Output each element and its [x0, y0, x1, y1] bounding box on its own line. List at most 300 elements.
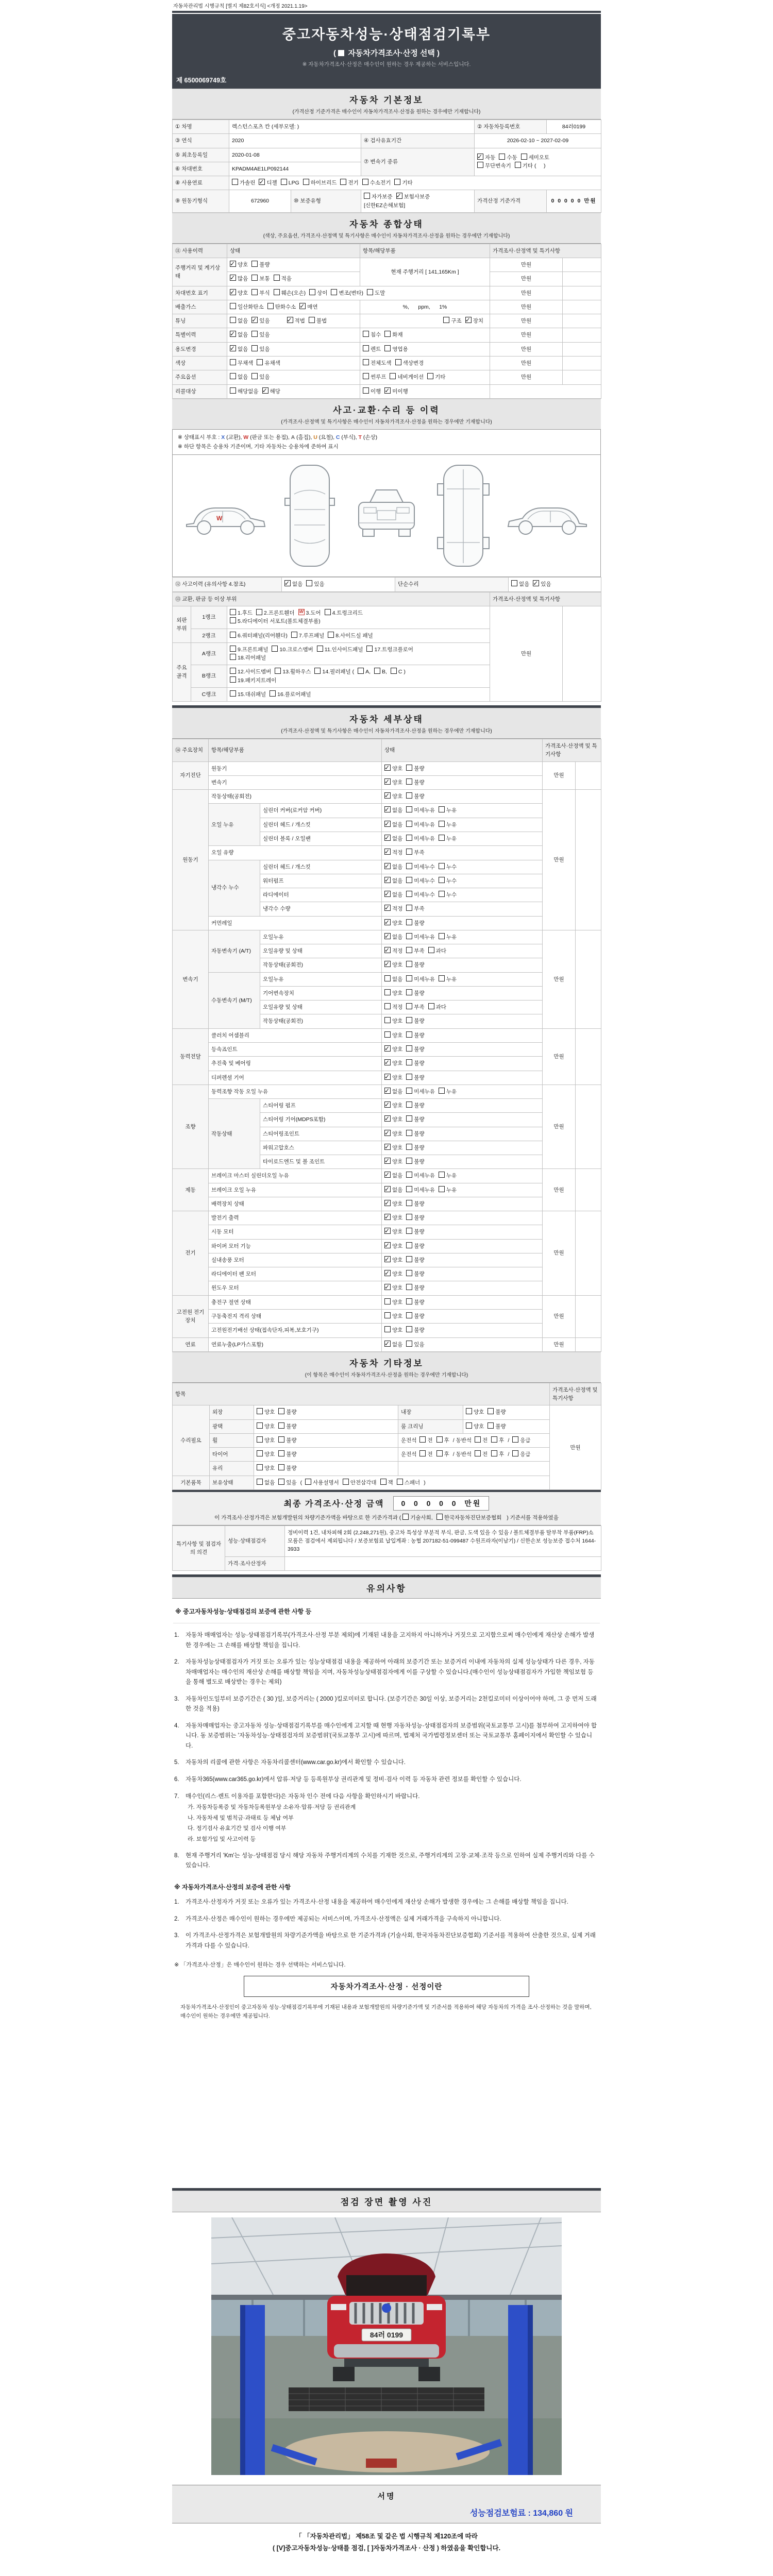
checkbox-icon[interactable]	[331, 289, 337, 295]
checkbox-icon[interactable]	[499, 154, 505, 160]
checkbox-option[interactable]: ✓ 양호	[384, 1228, 402, 1236]
checked-checkbox-icon[interactable]	[287, 317, 293, 323]
checkbox-icon[interactable]	[406, 765, 412, 771]
checkbox-option[interactable]: 썬루프	[363, 373, 386, 381]
checkbox-option[interactable]: 누수	[439, 863, 457, 871]
checked-checkbox-icon[interactable]	[384, 765, 391, 771]
checkbox-icon[interactable]	[291, 632, 297, 638]
checkbox-icon[interactable]	[230, 654, 236, 660]
checkbox-icon[interactable]	[406, 1115, 412, 1122]
checkbox-option[interactable]: ✓ 적법	[287, 317, 305, 325]
checkbox-option[interactable]: ✓ 없음	[384, 933, 402, 941]
checkbox-option[interactable]: ✓ 장치	[465, 317, 483, 325]
checkbox-icon[interactable]	[406, 1088, 412, 1094]
checkbox-icon[interactable]	[406, 1130, 412, 1136]
checkbox-option[interactable]: ✓ 매연	[299, 303, 317, 311]
checkbox-option[interactable]: 불량	[406, 1284, 424, 1292]
checkbox-option[interactable]: 불량	[406, 1130, 424, 1138]
checkbox-option[interactable]: 불량	[406, 1298, 424, 1307]
checkbox-icon[interactable]	[272, 646, 278, 652]
checkbox-option[interactable]: 양호	[257, 1408, 275, 1416]
checkbox-option[interactable]: 불량	[406, 1101, 424, 1110]
checkbox-option[interactable]: ✓ 양호	[384, 792, 402, 801]
checkbox-icon[interactable]	[314, 668, 321, 674]
checkbox-option[interactable]: 스패너	[397, 1479, 420, 1487]
checked-checkbox-icon[interactable]	[384, 933, 391, 939]
checkbox-option[interactable]: 미세누유	[406, 821, 435, 829]
checked-checkbox-icon[interactable]	[384, 1144, 391, 1150]
checkbox-option[interactable]: 렌트	[363, 345, 381, 353]
checkbox-option[interactable]: ✓ 없음	[384, 835, 402, 843]
checkbox-option[interactable]: 5.라디에이터 서포트(볼트체결부품)	[230, 617, 321, 625]
checkbox-option[interactable]: 있음	[306, 580, 324, 588]
checkbox-option[interactable]: 탄화수소	[267, 303, 296, 311]
checkbox-icon[interactable]	[428, 947, 434, 953]
checkbox-option[interactable]: 일산화탄소	[230, 303, 264, 311]
checkbox-option[interactable]: B,	[374, 668, 387, 676]
checkbox-icon[interactable]	[257, 1422, 263, 1429]
checkbox-option[interactable]: 양호	[257, 1464, 275, 1472]
checkbox-icon[interactable]	[406, 1172, 412, 1178]
checkbox-option[interactable]: 미세누수	[406, 877, 435, 885]
checkbox-icon[interactable]	[406, 806, 412, 812]
checked-checkbox-icon[interactable]	[384, 778, 391, 785]
checkbox-option[interactable]: 없음	[230, 317, 248, 325]
checkbox-icon[interactable]	[230, 690, 236, 697]
checkbox-option[interactable]: ✓ 디젤	[259, 179, 277, 187]
checkbox-option[interactable]: 불량	[406, 1115, 424, 1124]
checkbox-option[interactable]: ✓ 양호	[230, 289, 248, 297]
checkbox-option[interactable]: 7.루프패널	[291, 632, 324, 640]
checkbox-icon[interactable]	[358, 668, 364, 674]
checkbox-icon[interactable]	[419, 1450, 426, 1456]
checked-checkbox-icon[interactable]	[251, 317, 258, 323]
checkbox-option[interactable]: 이행	[363, 387, 381, 396]
checkbox-icon[interactable]	[325, 609, 331, 615]
checkbox-option[interactable]: 전	[419, 1450, 432, 1459]
checkbox-icon[interactable]	[251, 289, 258, 295]
checked-checkbox-icon[interactable]	[384, 1341, 391, 1347]
checkbox-option[interactable]: ✓ 양호	[384, 1270, 402, 1278]
checkbox-icon[interactable]	[384, 331, 391, 337]
checkbox-option[interactable]: 10.크로스멤버	[272, 646, 313, 654]
checkbox-icon[interactable]	[439, 1172, 445, 1178]
checkbox-icon[interactable]	[406, 1270, 412, 1276]
checkbox-option[interactable]: 후	[491, 1436, 504, 1445]
checked-checkbox-icon[interactable]	[384, 1284, 391, 1290]
checkbox-icon[interactable]	[439, 1088, 445, 1094]
checkbox-option[interactable]: 13.휠하우스	[275, 668, 311, 676]
checked-checkbox-icon[interactable]	[384, 1270, 391, 1276]
checkbox-option[interactable]: ✓ 해당	[262, 387, 280, 396]
checkbox-icon[interactable]	[406, 947, 412, 953]
checkbox-icon[interactable]	[257, 1464, 263, 1470]
checkbox-icon[interactable]	[406, 1031, 412, 1038]
checkbox-option[interactable]: 기타 ( )	[515, 162, 546, 170]
checkbox-icon[interactable]	[488, 1408, 494, 1414]
checkbox-icon[interactable]	[384, 1003, 391, 1009]
checkbox-icon[interactable]	[366, 646, 373, 652]
checked-checkbox-icon[interactable]	[384, 387, 391, 394]
checkbox-option[interactable]: 있음	[251, 345, 270, 353]
checkbox-option[interactable]: ✓ 없음	[384, 891, 402, 899]
checkbox-option[interactable]: 16.플로어패널	[270, 690, 311, 699]
checkbox-icon[interactable]	[343, 1479, 349, 1485]
checkbox-option[interactable]: ✓많음	[230, 275, 248, 283]
checked-checkbox-icon[interactable]	[384, 849, 391, 855]
checkbox-icon[interactable]	[439, 806, 445, 812]
checked-checkbox-icon[interactable]	[533, 580, 539, 586]
checked-checkbox-icon[interactable]	[384, 1045, 391, 1052]
checkbox-icon[interactable]	[466, 1422, 472, 1429]
checkbox-option[interactable]: 수소전기	[362, 179, 391, 187]
checkbox-icon[interactable]	[230, 303, 236, 309]
checkbox-option[interactable]: 부족	[406, 947, 424, 955]
checked-checkbox-icon[interactable]	[477, 154, 483, 160]
checkbox-icon[interactable]	[230, 646, 236, 652]
checkbox-option[interactable]: 부식	[251, 289, 270, 297]
checkbox-icon[interactable]	[491, 1450, 497, 1456]
checkbox-icon[interactable]	[391, 668, 397, 674]
checkbox-icon[interactable]	[328, 632, 334, 638]
checkbox-option[interactable]: ✓ 양호	[384, 765, 402, 773]
checkbox-option[interactable]: 14.필러패널 (	[314, 668, 354, 676]
checkbox-option[interactable]: 4.트렁크리드	[325, 609, 363, 617]
checkbox-icon[interactable]	[230, 676, 236, 683]
checked-checkbox-icon[interactable]	[384, 947, 391, 953]
checked-checkbox-icon[interactable]	[384, 1186, 391, 1192]
checkbox-option[interactable]: 6.쿼터패널(리어휀다)	[230, 632, 288, 640]
checkbox-option[interactable]: ✓ 없음	[384, 806, 402, 815]
checkbox-option[interactable]: ✓ 적정	[384, 849, 402, 857]
checkbox-icon[interactable]	[406, 792, 412, 799]
checked-checkbox-icon[interactable]	[259, 179, 265, 185]
checkbox-option[interactable]: 화재	[384, 331, 402, 339]
checkbox-option[interactable]: ✓ 양호	[384, 961, 402, 969]
checkbox-option[interactable]: 전	[475, 1450, 488, 1459]
checked-checkbox-icon[interactable]	[299, 303, 306, 309]
checkbox-icon[interactable]	[439, 1186, 445, 1192]
checked-checkbox-icon[interactable]	[384, 806, 391, 812]
checkbox-option[interactable]: 있음	[278, 1479, 296, 1487]
checkbox-option[interactable]: 양호	[384, 1298, 402, 1307]
checkbox-icon[interactable]	[303, 179, 309, 185]
checkbox-option[interactable]: 상이	[309, 289, 327, 297]
checkbox-icon[interactable]	[230, 373, 236, 379]
checkbox-option[interactable]: 한국자동차진단보증협회	[436, 1514, 502, 1521]
checkbox-icon[interactable]	[278, 1479, 284, 1485]
checkbox-option[interactable]: 잭	[380, 1479, 393, 1487]
checkbox-option[interactable]: 양호	[257, 1436, 275, 1445]
checkbox-icon[interactable]	[251, 331, 258, 337]
checkbox-icon[interactable]	[406, 1284, 412, 1290]
checkbox-icon[interactable]	[251, 345, 258, 351]
checkbox-icon[interactable]	[230, 668, 236, 674]
checked-checkbox-icon[interactable]	[230, 275, 236, 281]
checkbox-option[interactable]: ✓ 없음	[384, 1341, 402, 1349]
checkbox-icon[interactable]	[406, 863, 412, 869]
checkbox-option[interactable]: 미세누수	[406, 891, 435, 899]
checkbox-icon[interactable]	[439, 877, 445, 883]
checkbox-option[interactable]: 후	[491, 1450, 504, 1459]
checkbox-icon[interactable]	[384, 1298, 391, 1304]
checkbox-icon[interactable]	[511, 580, 517, 586]
checkbox-option[interactable]: 보통	[251, 275, 270, 283]
checkbox-option[interactable]: ✓ 양호	[384, 1214, 402, 1222]
checkbox-option[interactable]: 양호	[257, 1422, 275, 1431]
checkbox-option[interactable]: 누유	[439, 821, 457, 829]
checkbox-icon[interactable]	[436, 1436, 443, 1443]
checkbox-option[interactable]: 불량	[278, 1422, 296, 1431]
checkbox-icon[interactable]	[477, 162, 483, 168]
checkbox-icon[interactable]	[439, 835, 445, 841]
checkbox-option[interactable]: ✓ 양호	[384, 1242, 402, 1250]
checkbox-icon[interactable]	[406, 1074, 412, 1080]
checkbox-icon[interactable]	[274, 275, 280, 281]
checkbox-icon[interactable]	[406, 1017, 412, 1023]
checkbox-option[interactable]: 누유	[439, 835, 457, 843]
checkbox-option[interactable]: 미세누유	[406, 1088, 435, 1096]
checkbox-option[interactable]: ✓ 적정	[384, 905, 402, 913]
checkbox-icon[interactable]	[384, 1312, 391, 1318]
checkbox-option[interactable]: 미세누유	[406, 1172, 435, 1180]
checked-checkbox-icon[interactable]	[396, 193, 402, 199]
checkbox-icon[interactable]	[232, 179, 238, 185]
checkbox-icon[interactable]	[230, 317, 236, 323]
checkbox-option[interactable]: 불량	[406, 1045, 424, 1054]
checkbox-option[interactable]: 불량	[406, 1228, 424, 1236]
price-survey-checkbox[interactable]	[338, 50, 344, 56]
checkbox-option[interactable]: 있음	[406, 1341, 424, 1349]
checkbox-option[interactable]: 양호	[466, 1422, 484, 1431]
checkbox-icon[interactable]	[427, 373, 433, 379]
checkbox-icon[interactable]	[406, 1186, 412, 1192]
checkbox-option[interactable]: 전기	[340, 179, 358, 187]
checkbox-option[interactable]: 없음	[511, 580, 529, 588]
checkbox-icon[interactable]	[439, 933, 445, 939]
checked-checkbox-icon[interactable]	[384, 1115, 391, 1122]
checkbox-option[interactable]: 누유	[439, 806, 457, 815]
checkbox-option[interactable]: 누유	[439, 933, 457, 941]
checked-checkbox-icon[interactable]	[384, 1172, 391, 1178]
checkbox-option[interactable]: 적정	[384, 1003, 402, 1011]
checkbox-icon[interactable]	[406, 821, 412, 827]
checkbox-icon[interactable]	[309, 289, 315, 295]
checkbox-option[interactable]: 과다	[428, 947, 446, 955]
checkbox-option[interactable]: 누유	[439, 1088, 457, 1096]
checkbox-option[interactable]: 부족	[406, 849, 424, 857]
checked-checkbox-icon[interactable]	[384, 792, 391, 799]
checkbox-icon[interactable]	[251, 373, 258, 379]
checkbox-icon[interactable]	[363, 331, 369, 337]
checkbox-option[interactable]: 부족	[406, 1003, 424, 1011]
checkbox-option[interactable]: ✓ 없음	[384, 1172, 402, 1180]
checkbox-option[interactable]: 있음	[251, 373, 270, 381]
checkbox-option[interactable]: 누수	[439, 877, 457, 885]
checkbox-icon[interactable]	[515, 162, 521, 168]
checkbox-icon[interactable]	[406, 1101, 412, 1108]
checkbox-icon[interactable]	[362, 179, 368, 185]
checkbox-option[interactable]: 유채색	[257, 359, 280, 367]
checkbox-option[interactable]: 19.패키지트레이	[230, 676, 276, 685]
checkbox-icon[interactable]	[475, 1450, 481, 1456]
checked-checkbox-icon[interactable]	[384, 835, 391, 841]
checkbox-option[interactable]: ✓ 양호	[384, 1115, 402, 1124]
checkbox-option[interactable]: 누수	[439, 891, 457, 899]
checkbox-option[interactable]: 구조	[443, 317, 461, 325]
checkbox-option[interactable]: 불량	[406, 1270, 424, 1278]
checkbox-icon[interactable]	[406, 919, 412, 925]
checkbox-icon[interactable]	[257, 1479, 263, 1485]
checked-checkbox-icon[interactable]	[384, 1214, 391, 1220]
checked-checkbox-icon[interactable]	[384, 891, 391, 897]
checkbox-icon[interactable]	[278, 1464, 284, 1470]
checkbox-icon[interactable]	[521, 154, 527, 160]
checkbox-option[interactable]: 8.사이드실 패널	[328, 632, 373, 640]
checkbox-icon[interactable]	[390, 373, 396, 379]
checked-checkbox-icon[interactable]	[465, 317, 472, 323]
checkbox-option[interactable]: 2.프론트휀더	[256, 609, 294, 617]
checkbox-icon[interactable]	[406, 1228, 412, 1234]
checkbox-icon[interactable]	[406, 1059, 412, 1065]
checkbox-icon[interactable]	[512, 1450, 518, 1456]
checkbox-icon[interactable]	[363, 387, 369, 394]
checkbox-icon[interactable]	[397, 1479, 403, 1485]
checkbox-icon[interactable]	[439, 863, 445, 869]
checkbox-option[interactable]: 양호	[384, 1017, 402, 1025]
checkbox-option[interactable]: 불법	[309, 317, 327, 325]
checkbox-icon[interactable]	[230, 609, 236, 615]
checkbox-option[interactable]: ✓ 양호	[384, 1256, 402, 1264]
checkbox-option[interactable]: 양호	[257, 1450, 275, 1459]
checkbox-option[interactable]: 불량	[406, 919, 424, 927]
checkbox-icon[interactable]	[406, 877, 412, 883]
checkbox-option[interactable]: 미세누유	[406, 835, 435, 843]
checkbox-icon[interactable]	[406, 1003, 412, 1009]
checkbox-icon[interactable]	[466, 1408, 472, 1414]
checkbox-option[interactable]: 15.대쉬패널	[230, 690, 266, 699]
checkbox-option[interactable]: ✓ 없음	[384, 1088, 402, 1096]
checkbox-option[interactable]: ✓ 양호	[384, 1284, 402, 1292]
checked-checkbox-icon[interactable]	[384, 863, 391, 869]
checkbox-icon[interactable]	[256, 609, 262, 615]
checkbox-option[interactable]: 불량	[488, 1422, 506, 1431]
checkbox-option[interactable]: ✓ 양호	[384, 778, 402, 787]
checkbox-icon[interactable]	[395, 359, 401, 365]
checkbox-option[interactable]: ✓ 양호	[384, 1045, 402, 1054]
checkbox-option[interactable]: 양호	[384, 1031, 402, 1040]
checkbox-option[interactable]: 불량	[406, 1017, 424, 1025]
checkbox-option[interactable]: 불량	[406, 1200, 424, 1208]
checkbox-icon[interactable]	[380, 1479, 386, 1485]
checkbox-icon[interactable]	[406, 1326, 412, 1332]
checkbox-option[interactable]: 불량	[406, 1031, 424, 1040]
checkbox-option[interactable]: 해당없음	[230, 387, 259, 396]
checkbox-option[interactable]: 불량	[406, 1214, 424, 1222]
checked-checkbox-icon[interactable]	[384, 1101, 391, 1108]
checkbox-option[interactable]: 변조(변타)	[331, 289, 363, 297]
checked-checkbox-icon[interactable]	[384, 1200, 391, 1206]
checkbox-icon[interactable]	[278, 1408, 284, 1414]
checkbox-option[interactable]: 불량	[406, 1144, 424, 1152]
checked-checkbox-icon[interactable]	[384, 961, 391, 967]
checkbox-icon[interactable]	[419, 1436, 426, 1443]
checkbox-icon[interactable]	[384, 1031, 391, 1038]
checkbox-icon[interactable]	[340, 179, 346, 185]
checkbox-icon[interactable]	[275, 668, 281, 674]
checkbox-icon[interactable]	[406, 989, 412, 995]
checkbox-icon[interactable]	[274, 289, 280, 295]
checkbox-icon[interactable]	[363, 359, 369, 365]
checkbox-icon[interactable]	[298, 609, 305, 615]
checkbox-option[interactable]: 네비게이션	[390, 373, 424, 381]
checked-checkbox-icon[interactable]	[384, 1242, 391, 1248]
checkbox-icon[interactable]	[278, 1436, 284, 1443]
checkbox-icon[interactable]	[384, 345, 391, 351]
checkbox-icon[interactable]	[406, 1312, 412, 1318]
checkbox-option[interactable]: 양호	[384, 1326, 402, 1334]
checked-checkbox-icon[interactable]	[384, 919, 391, 925]
checkbox-option[interactable]: 기타	[427, 373, 445, 381]
checkbox-option[interactable]: 자가보증	[364, 193, 393, 201]
checked-checkbox-icon[interactable]	[384, 1158, 391, 1164]
checkbox-option[interactable]: ✓ 양호	[384, 1074, 402, 1082]
checkbox-option[interactable]: 불량	[251, 261, 270, 269]
checkbox-option[interactable]: 양호	[384, 989, 402, 997]
checkbox-option[interactable]: 영업용	[384, 345, 408, 353]
checkbox-icon[interactable]	[281, 179, 287, 185]
checkbox-option[interactable]: 불량	[406, 1242, 424, 1250]
checkbox-icon[interactable]	[384, 975, 391, 981]
checked-checkbox-icon[interactable]	[384, 877, 391, 883]
checkbox-icon[interactable]	[439, 975, 445, 981]
checkbox-option[interactable]: 사용설명서	[305, 1479, 339, 1487]
checkbox-option[interactable]: 과다	[428, 1003, 446, 1011]
checkbox-icon[interactable]	[406, 1158, 412, 1164]
checkbox-option[interactable]: ✓ 양호	[384, 1059, 402, 1067]
checkbox-option[interactable]: 불량	[406, 778, 424, 787]
checkbox-icon[interactable]	[406, 1341, 412, 1347]
checkbox-icon[interactable]	[406, 905, 412, 911]
checkbox-icon[interactable]	[406, 835, 412, 841]
checkbox-option[interactable]: 침수	[363, 331, 381, 339]
checkbox-option[interactable]: 불량	[406, 1059, 424, 1067]
checkbox-option[interactable]: ✓ 적정	[384, 947, 402, 955]
checkbox-option[interactable]: 불량	[406, 1326, 424, 1334]
checkbox-icon[interactable]	[406, 891, 412, 897]
checkbox-option[interactable]: 17.트렁크플로어	[366, 646, 413, 654]
checkbox-icon[interactable]	[428, 1003, 434, 1009]
checkbox-icon[interactable]	[317, 646, 323, 652]
checked-checkbox-icon[interactable]	[230, 289, 236, 295]
checkbox-option[interactable]: ✓ 없음	[384, 863, 402, 871]
checkbox-icon[interactable]	[230, 359, 236, 365]
checkbox-option[interactable]: 훼손(오손)	[274, 289, 306, 297]
checkbox-icon[interactable]	[367, 289, 373, 295]
checkbox-option[interactable]: 12.사이드멤버	[230, 668, 271, 676]
checkbox-option[interactable]: 양호	[466, 1408, 484, 1416]
checkbox-option[interactable]: 미세누유	[406, 1186, 435, 1194]
checkbox-icon[interactable]	[278, 1422, 284, 1429]
checkbox-option[interactable]: ✓ 미이행	[384, 387, 408, 396]
checkbox-option[interactable]: 불량	[406, 765, 424, 773]
checkbox-option[interactable]: 전	[475, 1436, 488, 1445]
checkbox-option[interactable]: 있음	[251, 331, 270, 339]
checkbox-option[interactable]: 불량	[406, 989, 424, 997]
checked-checkbox-icon[interactable]	[262, 387, 268, 394]
checkbox-option[interactable]: A,	[358, 668, 371, 676]
checkbox-option[interactable]: 후	[436, 1450, 449, 1459]
